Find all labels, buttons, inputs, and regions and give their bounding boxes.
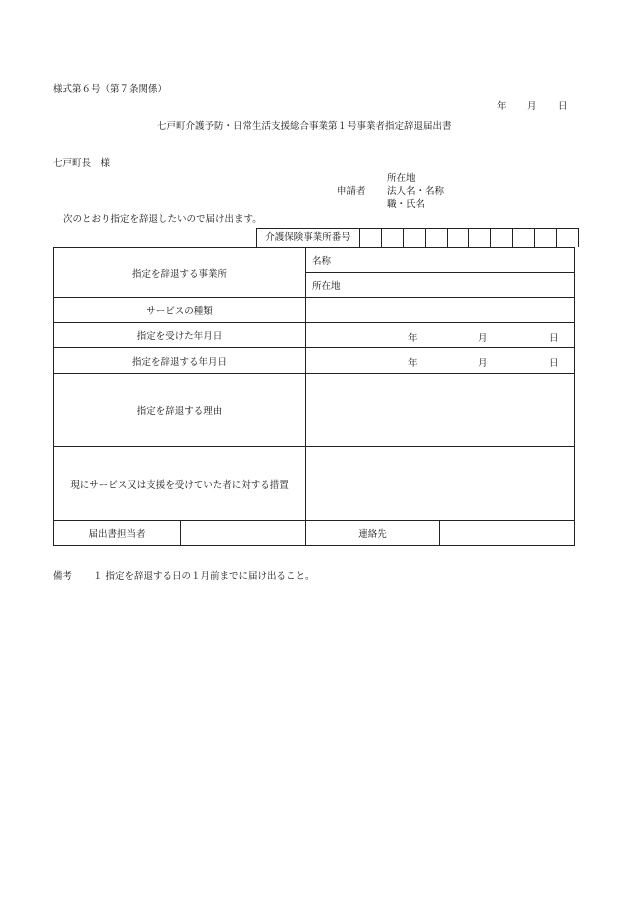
contact-label: 連絡先 [306, 521, 440, 546]
date-month: 月 [527, 101, 537, 112]
withdraw-date-day: 日 [549, 358, 559, 369]
withdraw-date-label: 指定を辞退する年月日 [54, 348, 306, 374]
office-name-field[interactable]: 名称 [306, 248, 575, 273]
withdraw-date-field[interactable] [306, 348, 575, 374]
remarks-item: １ 指定を辞退する日の１月前までに届け出ること。 [93, 571, 315, 582]
office-label: 指定を辞退する事業所 [54, 248, 306, 298]
office-location-field[interactable]: 所在地 [306, 273, 575, 298]
measures-field[interactable] [306, 447, 575, 521]
provider-number-digit[interactable] [404, 229, 426, 247]
withdrawal-form-table [53, 247, 575, 546]
person-in-charge-label: 届出書担当者 [54, 521, 181, 546]
reason-field[interactable] [306, 374, 575, 447]
applicant-address-label: 所在地 [387, 173, 416, 184]
withdraw-date-month: 月 [478, 358, 488, 369]
provider-number-digit[interactable] [513, 229, 535, 247]
provider-number-digit[interactable] [557, 229, 578, 247]
document-title: 七戸町介護予防・日常生活支援総合事業第１号事業者指定辞退届出書 [157, 121, 452, 132]
applicant-label: 申請者 [337, 186, 366, 197]
designated-date-month: 月 [478, 333, 488, 344]
reason-label: 指定を辞退する理由 [54, 374, 306, 447]
provider-number-digit[interactable] [491, 229, 513, 247]
measures-label: 現にサービス又は支援を受けていた者に対する措置 [54, 447, 306, 521]
provider-number-digit[interactable] [535, 229, 557, 247]
designated-date-year: 年 [408, 333, 418, 344]
applicant-corp-name-label: 法人名・名称 [387, 186, 445, 197]
contact-field[interactable] [440, 521, 575, 546]
withdraw-date-year: 年 [408, 358, 418, 369]
provider-number-row [256, 228, 579, 247]
person-in-charge-field[interactable] [181, 521, 306, 546]
date-year: 年 [497, 101, 507, 112]
date-day: 日 [558, 101, 568, 112]
provider-number-digit[interactable] [448, 229, 470, 247]
designated-date-label: 指定を受けた年月日 [54, 323, 306, 348]
provider-number-digit[interactable] [469, 229, 491, 247]
provider-number-digit[interactable] [382, 229, 404, 247]
form-number: 様式第６号（第７条関係） [53, 84, 168, 95]
designated-date-field[interactable] [306, 323, 575, 348]
provider-number-label: 介護保険事業所番号 [257, 229, 360, 247]
provider-number-digit[interactable] [426, 229, 448, 247]
designated-date-day: 日 [549, 333, 559, 344]
remarks-label: 備考 [53, 571, 73, 582]
addressee: 七戸町長 様 [53, 158, 111, 169]
applicant-rep-name-label: 職・氏名 [387, 199, 426, 210]
intro-text: 次のとおり指定を辞退したいので届け出ます。 [63, 214, 262, 225]
service-type-label: サービスの種類 [54, 298, 306, 323]
service-type-field[interactable] [306, 298, 575, 323]
provider-number-digit[interactable] [360, 229, 382, 247]
